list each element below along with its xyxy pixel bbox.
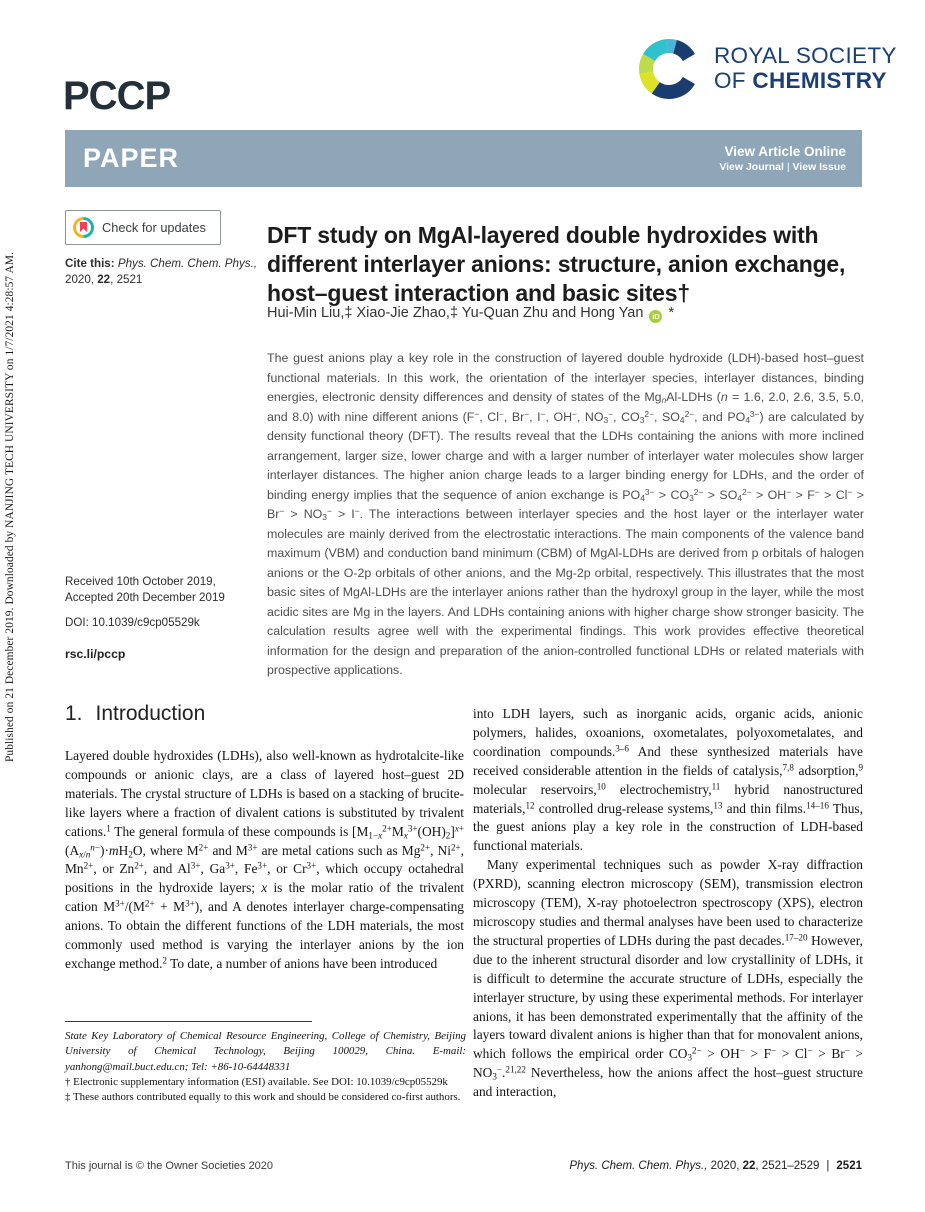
crossmark-icon bbox=[73, 217, 94, 238]
article-title: DFT study on MgAl-layered double hydroxides with different interlayer anions: structure, anion exchange, host–guest interaction and basic sites† bbox=[267, 222, 846, 307]
body-right-column bbox=[473, 705, 863, 1102]
footnotes bbox=[65, 1029, 466, 1105]
received-date: Received 10th October 2019, bbox=[65, 575, 216, 588]
view-issue-link[interactable]: View Issue bbox=[792, 161, 846, 173]
affiliation-footnote: State Key Laboratory of Chemical Resource Engineering, College of Chemistry, Beijing University of Chemical Technology, Beijing 100029, China. E-mail: yanhong@mail.buct.edu.cn; Tel: +86-10-64448331 bbox=[65, 1030, 466, 1073]
author-names: Hui-Min Liu,‡ Xiao-Jie Zhao,‡ Yu-Quan Zhu and Hong Yan bbox=[267, 305, 644, 321]
orcid-icon[interactable]: iD bbox=[649, 310, 662, 323]
history-dates bbox=[65, 574, 275, 605]
citation-info bbox=[65, 256, 265, 287]
section-heading-introduction bbox=[65, 702, 205, 726]
intro-paragraph-2: Many experimental techniques such as powder X-ray diffraction (PXRD), scanning electron microscopy (SEM), transmission electron microscopy (TEM), X-ray photoelectron spectroscopy (XPS), electron microscopy studies and thermal analyses have been used to characterize the structural properties of LDHs during the past decades.$^{17-20}$ However, due to the inherent structural disorder and low crystallinity of LDHs, it is difficult to determine the accurate structure of LDHs, especially the interlayer structure, by using these experimental methods. For interlayer anions, it has been demonstrated experimentally that the affinity of the layers toward divalent anions is higher than that for monovalent anions, which follows the empirical order $CO_3^{2-} > OH^- > F^- > Cl^- > Br^- > NO_3^-.^{21,22}$ Nevertheless, how the anions affect the host–guest structure and interaction, bbox=[473, 857, 863, 1100]
section-label: Introduction bbox=[95, 702, 206, 725]
rsc-logo-text bbox=[714, 43, 897, 93]
cite-line-1: Cite this: Phys. Chem. Chem. Phys., bbox=[65, 257, 258, 270]
rsc-name-line1: ROYAL SOCIETY bbox=[714, 43, 897, 68]
article-type-label: PAPER bbox=[83, 143, 180, 173]
intro-paragraph-1-continued: into LDH layers, such as inorganic acids, organic acids, anionic polymers, halides, oxoanions, oxometalates, polyoxometalates, and coordination compounds.$^{3-6}$ And these synthesized materials have received considerable attention in the fields of catalysis,$^{7,8}$ adsorption,$^9$ molecular reservoirs,$^{10}$ electrochemistry,$^{11}$ hybrid nanostructured materials,$^{12}$ controlled drug-release systems,$^{13}$ and thin films.$^{14-16}$ Thus, the guest anions play a key role in the construction of LDH-based functional materials. bbox=[473, 706, 863, 854]
download-provenance-note: Published on 21 December 2019. Downloaded by NANJING TECH UNIVERSITY on 1/7/2021 4:28:57 AM. bbox=[4, 251, 16, 762]
corresponding-author-mark: * bbox=[668, 305, 675, 321]
intro-paragraph-1: Layered double hydroxides (LDHs), also well-known as hydrotalcite-like compounds or anionic clays, are a class of layered host–guest 2D materials. The crystal structure of LDHs is based on a stacking of brucite-like layers where a fraction of divalent cations is substituted by trivalent cations.$^1$ The general formula of these compounds is $[M_{1-x}^{2+}M_x^{3+}(OH)_2]^{x+}(A_{x/n}^{n-})\cdot mH_2O$, where $M^{2+}$ and $M^{3+}$ are metal cations such as $Mg^{2+}$, $Ni^{2+}$, $Mn^{2+}$, or $Zn^{2+}$, and $Al^{3+}$, $Ga^{3+}$, $Fe^{3+}$, or $Cr^{3+}$, which occupy octahedral positions in the hydroxide layers; x is the molar ratio of the trivalent cation $M^{3+}/(M^{2+} + M^{3+})$, and A denotes interlayer charge-compensating anions. To obtain the different functions of the LDH materials, the most commonly used method is varying the interlayer anions by the ion exchange method.$^2$ To date, a number of anions have been introduced bbox=[65, 748, 465, 971]
abstract-text: The guest anions play a key role in the construction of layered double hydroxide (LDH)-based host–guest functional materials. In this work, the orientation of the interlayer species, interlayer distances, binding energies, electronic density differences and density of states of the $Mg_nAl$-LDHs (n = 1.6, 2.0, 2.6, 3.5, 5.0, and 8.0) with nine different anions (F−, Cl−, Br−, I−, OH−, $NO_3^-$, $CO_3^{2-}$, $SO_4^{2-}$, and $PO_4^{3-}$) are calculated by density functional theory (DFT). The results reveal that the LDHs containing the anions with more inclined arrangement, larger size, lower charge and with a larger number of interlayer water molecules show larger interlayer distances. The higher anion charge leads to a larger binding energy for LDHs, and the order of binding energy implies that the sequence of anion exchange is $PO_4^{3-} > CO_3^{2-} > SO_4^{2-} > OH^- > F^- > Cl^- > Br^- > NO_3^- > I^-$. The interactions between interlayer species and the host layer or the interlayer water molecules are mainly derived from the electrostatic interactions. The main components of the valence band maximum (VBM) and conduction band minimum (CBM) of MgAl-LDHs are derived from p orbitals of halogen anions or the O-2p orbitals of other anions, and the Mg-2p orbital, respectively. This illustrates that the most basic sites of MgAl-LDHs are the interlayer anions rather than the hydroxyl group in the layer, while the most acidic sites are Mg in the layers. And LDHs containing anions with higher charge show stronger basicity. The calculation results agree well with the experimental findings. This work provides effective theoretical information for the design and preparation of the anion-controlled functional LDHs or related materials with prospective applications. bbox=[267, 351, 865, 677]
author-line bbox=[267, 305, 865, 323]
footnote-rule bbox=[65, 1021, 312, 1022]
esi-footnote: † Electronic supplementary information (ESI) available. See DOI: 10.1039/c9cp05529k bbox=[65, 1075, 448, 1088]
footer-copyright: This journal is © the Owner Societies 2020 bbox=[65, 1160, 274, 1172]
equal-contribution-footnote: ‡ These authors contributed equally to this work and should be considered co-first authors. bbox=[65, 1091, 461, 1104]
check-for-updates-label: Check for updates bbox=[102, 220, 206, 235]
rsc-logo bbox=[636, 32, 897, 104]
doi: DOI: 10.1039/c9cp05529k bbox=[65, 616, 200, 629]
section-number: 1. bbox=[65, 702, 83, 725]
journal-logo-pccp: PCCP bbox=[63, 74, 171, 118]
view-journal-link[interactable]: View Journal bbox=[719, 161, 784, 173]
check-for-updates-button[interactable] bbox=[65, 210, 221, 245]
accepted-date: Accepted 20th December 2019 bbox=[65, 590, 225, 604]
rsc-name-line2: OF CHEMISTRY bbox=[714, 68, 887, 93]
footer-citation-page: Phys. Chem. Chem. Phys., 2020, 22, 2521–2529 | 2521 bbox=[569, 1160, 862, 1172]
body-left-column bbox=[65, 747, 464, 974]
banner-link-separator: | bbox=[786, 161, 790, 173]
paper-banner bbox=[65, 130, 862, 187]
banner-links bbox=[719, 144, 846, 173]
view-article-online-link[interactable]: View Article Online bbox=[724, 144, 846, 159]
cite-line-2: 2020, 22, 2521 bbox=[65, 272, 143, 286]
rsc-c-mark-icon bbox=[636, 32, 708, 104]
rsc-li-pccp-link[interactable]: rsc.li/pccp bbox=[65, 647, 126, 661]
